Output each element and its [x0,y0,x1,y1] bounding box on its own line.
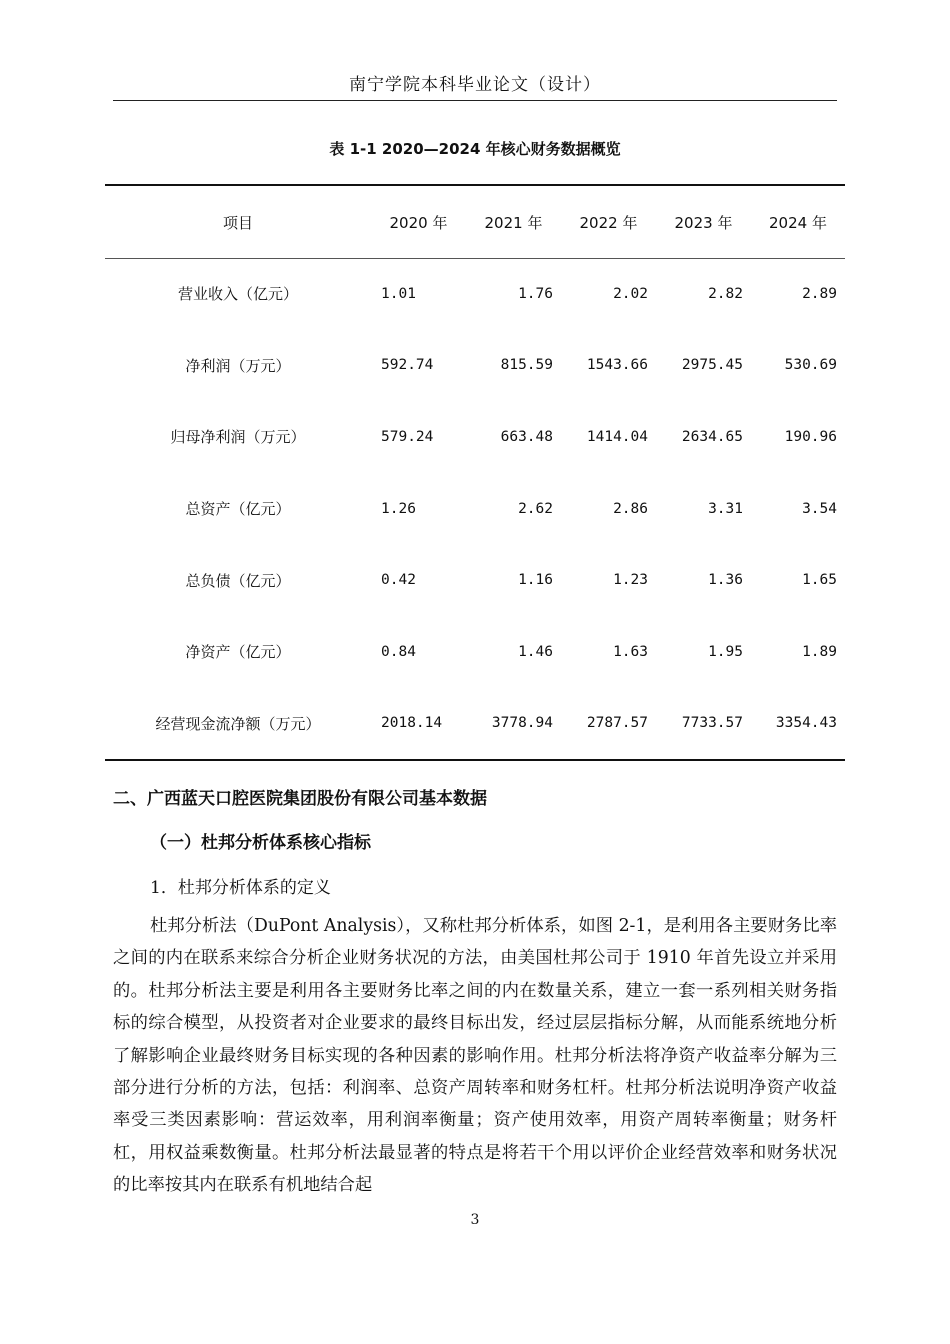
table-row [105,473,845,545]
table-top-rule [105,184,845,186]
table-cell: 1.89 [802,643,837,660]
table-cell: 1.16 [518,572,553,589]
table-cell: 190.96 [784,428,837,445]
table-cell: 1.01 [381,285,416,302]
row-label: 营业收入（亿元） [177,285,298,304]
table-cell: 815.59 [500,357,553,374]
table-row [105,330,845,402]
table-row [105,401,845,473]
table-cell: 2.02 [613,285,648,302]
table-cell: 1543.66 [586,357,648,374]
column-header: 2021 年 [484,214,543,232]
column-header: 2020 年 [389,214,448,232]
table-cell: 1.76 [518,285,553,302]
table-cell: 2975.45 [681,357,743,374]
subsubsection-heading: 1．杜邦分析体系的定义 [150,878,331,898]
row-label: 总负债（亿元） [185,571,291,590]
table-row [105,688,845,760]
table-cell: 592.74 [381,357,434,374]
body-paragraph: 杜邦分析法（DuPont Analysis），又称杜邦分析体系，如图 2-1，是利用各主要财务比率之间的内在联系来综合分析企业财务状况的方法，由美国杜邦公司于 1910 年首先设立并采用的。杜邦分析法主要是利用各主要财务比率之间的内在数量关系，建立一套一系列相关财务指标的综合模型，从投资者对企业要求的最终目标出发，经过层层指标分解，从而能系统地分析了解影响企业最终财务目标实现的各种因素的影响作用。杜邦分析法将净资产收益率分解为三部分进行分析的方法，包括：利润率、总资产周转率和财务杠杆。杜邦分析法说明净资产收益率受三类因素影响：营运效率，用利润率衡量；资产使用效率，用资产周转率衡量；财务杆杠，用权益乘数衡量。杜邦分析法最显著的特点是将若干个用以评价企业经营效率和财务状况的比率按其内在联系有机地结合起 [113,916,837,1196]
table-cell: 1.65 [802,572,837,589]
column-header: 项目 [222,214,253,232]
table-cell: 3778.94 [491,715,553,732]
column-header: 2024 年 [769,214,827,232]
table-cell: 2787.57 [586,715,648,732]
table-cell: 2.89 [802,285,837,302]
table-cell: 1.46 [518,643,553,660]
table-row [105,258,845,330]
table-cell: 2018.14 [381,715,443,732]
table-cell: 2.62 [518,500,553,517]
page-header: 南宁学院本科毕业论文（设计） [349,75,601,95]
row-label: 归母净利润（万元） [170,428,306,447]
row-label: 总资产（亿元） [185,500,291,519]
table-cell: 530.69 [784,357,837,374]
table-cell: 2.82 [708,285,743,302]
header-rule [113,100,837,101]
column-header: 2023 年 [674,214,733,232]
table-bottom-rule [105,759,845,761]
row-label: 经营现金流净额（万元） [155,714,321,733]
row-label: 净资产（亿元） [185,643,291,662]
table-cell: 0.42 [381,572,416,589]
table-cell: 3.31 [708,500,743,517]
table-caption: 表 1-1 2020—2024 年核心财务数据概览 [329,140,621,158]
table-cell: 7733.57 [681,715,743,732]
table-cell: 1.63 [613,643,648,660]
column-header: 2022 年 [579,214,638,232]
table-row [105,616,845,688]
table-cell: 1414.04 [586,428,648,445]
subsection-heading: （一）杜邦分析体系核心指标 [150,833,371,853]
row-label: 净利润（万元） [185,356,291,375]
table-cell: 1.26 [381,500,416,517]
table-cell: 1.95 [708,643,743,660]
table-header-row [105,187,845,258]
table-cell: 2.86 [613,500,648,517]
table-cell: 3.54 [802,500,837,517]
financial-data-table [105,187,845,759]
page-number: 3 [470,1212,480,1228]
table-cell: 0.84 [381,643,416,660]
table-row [105,544,845,616]
table-cell: 663.48 [500,428,553,445]
table-cell: 1.36 [708,572,743,589]
table-cell: 2634.65 [681,428,743,445]
section-heading: 二、广西蓝天口腔医院集团股份有限公司基本数据 [113,789,487,809]
table-cell: 1.23 [613,572,648,589]
table-cell: 3354.43 [775,715,837,732]
table-cell: 579.24 [381,428,434,445]
